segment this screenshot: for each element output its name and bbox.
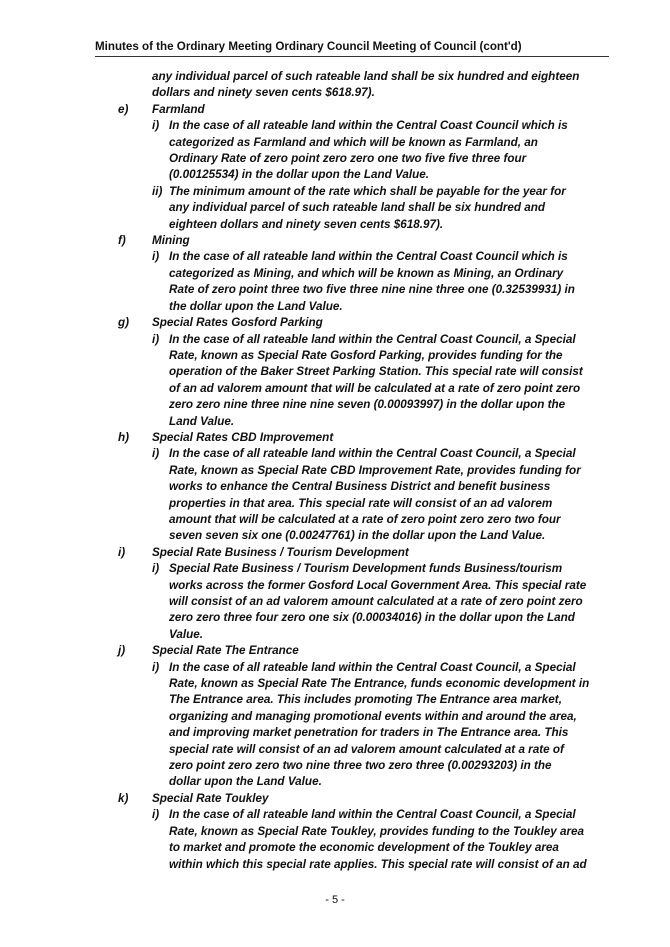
text-line: In the case of all rateable land within the Central Coast Council which is [169,250,568,264]
text-line: In the case of all rateable land within the Central Coast Council, a Special [169,447,576,461]
text-line: within which this special rate applies. This special rate will consist of an ad [169,857,587,871]
text-line: The minimum amount of the rate which shall be payable for the year for [169,184,566,198]
text-line: dollar upon the Land Value. [169,775,322,789]
section [0,233,670,315]
text-line: Rate, known as Special Rate Toukley, provides funding to the Toukley area [169,824,585,838]
text-line: (0.00125534) in the dollar upon the Land Value. [169,168,430,182]
item-text [169,249,611,315]
section [0,791,670,873]
document-body [0,69,670,873]
text-line: zero zero nine three nine nine seven (0.00093997) in the dollar upon the [169,398,566,412]
item-number: i) [152,119,160,133]
text-line: categorized as Farmland and which will be known as Farmland, an [169,135,538,149]
list-item [0,807,670,873]
text-line: amount that will be calculated at a rate of zero point zero zero two four [169,512,561,526]
item-number: i) [152,332,160,346]
text-line: Ordinary Rate of zero point zero zero one two five five three four [169,152,527,166]
item-text [169,660,611,791]
text-line: eighteen dollars and ninety seven cents $618.97). [169,217,444,231]
section-title: Farmland [152,102,205,116]
list-item [0,249,670,315]
list-item [0,118,670,184]
item-number: i) [152,562,160,576]
list-item [0,561,670,643]
page-header: Minutes of the Ordinary Meeting Ordinary Council Meeting of Council (cont'd) [95,40,609,57]
text-line: In the case of all rateable land within the Central Coast Council, a Special [169,660,576,674]
section-title: Mining [152,234,190,248]
text-line: will consist of an ad valorem amount calculated at a rate of zero point zero [169,595,583,608]
section-letter: j) [118,644,126,658]
text-line: seven seven six one (0.00247761) in the dollar upon the Land Value. [169,529,546,543]
text-line: works to enhance the Central Business District and benefit business [169,480,551,494]
text-line: operation of the Baker Street Parking Station. This special rate will consist [169,365,583,379]
section-letter: k) [118,791,129,805]
item-text [169,807,611,873]
text-line: Land Value. [169,414,235,428]
section-letter: e) [118,102,129,116]
text-line: properties in that area. This special rate will consist of an ad valorem [169,496,553,510]
continuation-text [152,69,610,102]
section-letter: i) [118,545,126,559]
text-line: The Entrance area. This includes promoting The Entrance area market, [169,693,562,707]
text-line: zero point zero zero two nine three two zero three (0.00293203) in the [169,759,552,773]
item-text [169,332,611,430]
text-line: Rate of zero point three two five three nine nine three one (0.32539931) in [169,283,575,297]
list-item [0,660,670,791]
text-line: of an ad valorem amount that will be calculated at a rate of zero point zero [169,381,581,395]
text-line: Rate, known as Special Rate CBD Improvement Rate, provides funding for [169,463,581,477]
item-number: i) [152,447,160,461]
list-item [0,184,670,233]
section [0,315,670,430]
section [0,102,670,233]
sections-list [0,102,670,873]
item-number: i) [152,660,160,674]
text-line: In the case of all rateable land within the Central Coast Council which is [169,119,568,133]
text-line: the dollar upon the Land Value. [169,299,343,313]
text-line: Value. [169,627,203,641]
section-title: Special Rates CBD Improvement [152,430,334,444]
page-number: - 5 - [325,894,345,906]
item-number: ii) [152,184,163,198]
section-title: Special Rates Gosford Parking [152,316,323,330]
text-line: special rate will consist of an ad valorem amount calculated at a rate of [169,742,564,756]
text-line: Rate, known as Special Rate Gosford Parking, provides funding for the [169,348,563,362]
text-line: Special Rate Business / Tourism Development funds Business/tourism [169,562,563,576]
list-item [0,332,670,430]
section [0,430,670,545]
section-title: Special Rate Toukley [152,791,269,805]
text-line: any individual parcel of such rateable land shall be six hundred and eighteen [152,70,580,83]
section-letter: h) [118,430,130,444]
section-letter: g) [118,316,130,330]
section-title: Special Rate Business / Tourism Development [152,545,409,559]
text-line: Rate, known as Special Rate The Entrance, funds economic development in [169,677,590,691]
text-line: any individual parcel of such rateable land shall be six hundred and [169,201,546,215]
section-letter: f) [118,234,126,248]
text-line: In the case of all rateable land within the Central Coast Council, a Special [169,332,576,346]
section-title: Special Rate The Entrance [152,644,299,658]
item-number: i) [152,250,160,264]
list-item [0,446,670,544]
text-line: dollars and ninety seven cents $618.97). [152,86,375,100]
text-line: In the case of all rateable land within the Central Coast Council, a Special [169,808,576,822]
item-text [169,561,611,643]
item-number: i) [152,808,160,822]
text-line: zero zero three four zero one six (0.00034016) in the dollar upon the Land [169,611,575,625]
item-text [169,446,611,544]
text-line: and improving market penetration for traders in The Entrance area. This [169,726,569,740]
item-text [169,118,611,184]
section [0,545,670,643]
item-text [169,184,611,233]
text-line: to market and promote the economic development of the Toukley area [169,841,559,855]
text-line: organizing and managing promotional events within and around the area, [169,709,577,723]
text-line: works across the former Gosford Local Government Area. This special rate [169,578,587,592]
text-line: categorized as Mining, and which will be known as Mining, an Ordinary [169,266,564,280]
section [0,643,670,791]
